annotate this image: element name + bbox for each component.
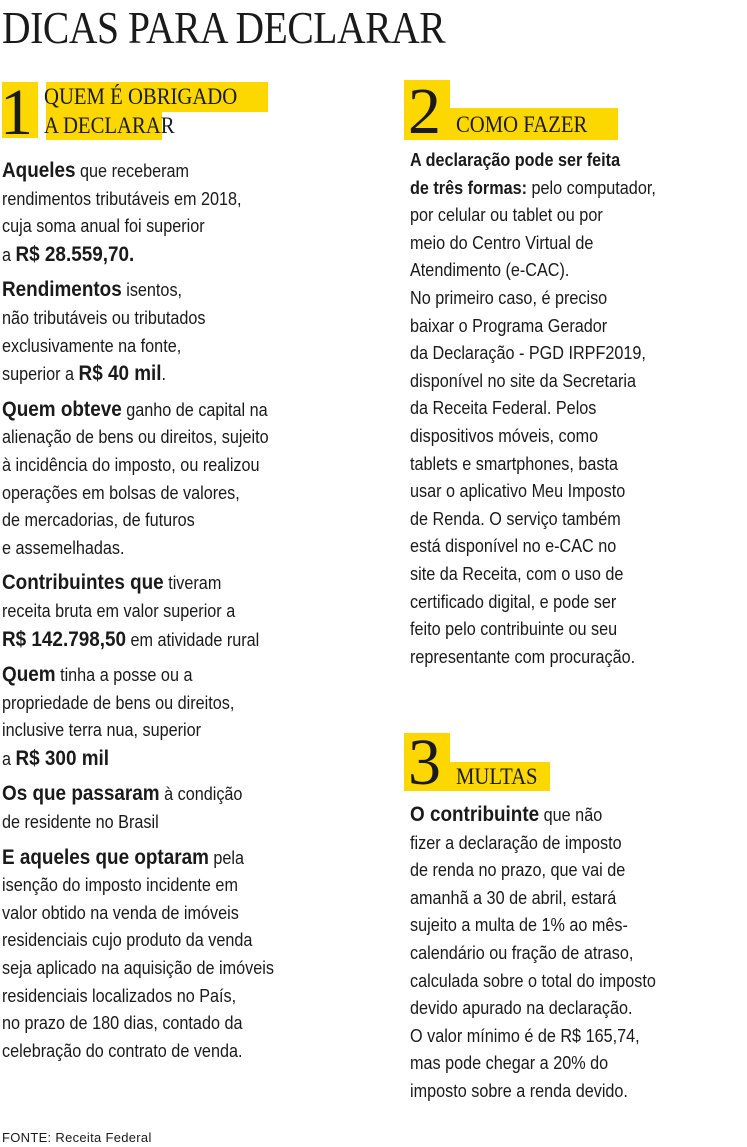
section-3-body	[410, 801, 656, 1106]
item-line: à condição	[159, 784, 243, 805]
section-2-line: da Declaração - PGD IRPF2019,	[410, 343, 646, 364]
section-2-line: pelo computador,	[527, 177, 656, 198]
item-line: tinha a posse ou a	[55, 665, 193, 686]
item-tail: em atividade rural	[126, 629, 260, 650]
section-3-line: calendário ou fração de atraso,	[410, 942, 634, 963]
item-lead: Quem obteve	[2, 397, 122, 421]
item-line: seja aplicado na aquisição de imóveis	[2, 958, 274, 979]
item-lead: Os que passaram	[2, 782, 160, 806]
section-2-body	[410, 147, 656, 671]
section-3-line: fizer a declaração de imposto	[410, 832, 622, 853]
section-2-line: meio do Centro Virtual de	[410, 232, 594, 253]
source-credit: FONTE: Receita Federal	[2, 1130, 152, 1145]
item-line: rendimentos tributáveis em 2018,	[2, 188, 242, 209]
section-3-line: que não	[539, 805, 603, 825]
item-e-aqueles	[2, 844, 274, 1066]
section-2-line: No primeiro caso, é preciso	[410, 287, 608, 308]
section-2-title: COMO FAZER	[456, 112, 588, 137]
section-3-line: devido apurado na declaração.	[410, 998, 633, 1019]
section-2-line: baixar o Programa Gerador	[410, 315, 608, 336]
section-2-line: disponível no site da Secretaria	[410, 370, 637, 391]
item-line: não tributáveis ou tributados	[2, 307, 206, 328]
item-value: R$ 300 mil	[15, 746, 110, 770]
section-2-line: está disponível no e-CAC no	[410, 536, 617, 557]
item-lead: Contribuintes que	[2, 571, 164, 595]
item-os-que-passaram	[2, 780, 274, 836]
section-3-line: amanhã a 30 de abril, estará	[410, 887, 617, 908]
item-line: propriedade de bens ou direitos,	[2, 692, 235, 713]
item-lead: E aqueles que optaram	[2, 845, 209, 869]
section-2-line: representante com procuração.	[410, 646, 636, 667]
section-2-line: tablets e smartphones, basta	[410, 453, 619, 474]
section-2-bold-line: de três formas:	[410, 177, 528, 198]
item-line: cuja soma anual foi superior	[2, 216, 205, 237]
section-1-number: 1	[0, 76, 33, 149]
item-aqueles	[2, 157, 274, 269]
item-contribuintes	[2, 569, 274, 654]
section-3-line: O valor mínimo é de R$ 165,74,	[410, 1025, 640, 1046]
item-line: no prazo de 180 dias, contado da	[2, 1013, 243, 1034]
item-line: pela	[208, 847, 245, 868]
section-3-lead: O contribuinte	[410, 803, 540, 826]
item-lead: Quem	[2, 663, 56, 687]
item-line: a	[2, 244, 16, 265]
item-value: R$ 28.559,70.	[15, 242, 135, 266]
item-line: de residente no Brasil	[2, 812, 159, 833]
item-line: isenção do imposto incidente em	[2, 875, 238, 896]
item-line: isentos,	[121, 280, 183, 301]
item-line: e assemelhadas.	[2, 537, 125, 558]
section-3-line: calculada sobre o total do imposto	[410, 970, 656, 991]
item-quem-posse	[2, 661, 274, 773]
item-line: a	[2, 748, 16, 769]
section-3-title: MULTAS	[456, 764, 538, 789]
section-2-line: dispositivos móveis, como	[410, 425, 599, 446]
item-lead: Rendimentos	[2, 278, 122, 302]
item-tail: .	[161, 364, 167, 385]
section-2-line: site da Receita, com o uso de	[410, 563, 624, 584]
item-quem-obteve	[2, 396, 274, 563]
section-3-line: de renda no prazo, que vai de	[410, 860, 626, 881]
section-3-number: 3	[408, 726, 441, 799]
section-3-line: mas pode chegar a 20% do	[410, 1053, 609, 1074]
item-line: que receberam	[75, 161, 190, 181]
item-value: R$ 40 mil	[78, 362, 162, 386]
item-value: R$ 142.798,50	[2, 627, 127, 651]
section-2-line: da Receita Federal. Pelos	[410, 398, 597, 419]
section-2-line: por celular ou tablet ou por	[410, 205, 603, 226]
section-3-line: sujeito a multa de 1% ao mês-	[410, 915, 628, 936]
section-2-bold-line: A declaração pode ser feita	[410, 150, 621, 170]
item-line: de mercadorias, de futuros	[2, 510, 195, 531]
section-1-body	[2, 157, 274, 1072]
section-2-line: usar o aplicativo Meu Imposto	[410, 481, 626, 502]
item-lead: Aqueles	[2, 159, 76, 182]
item-line: superior a	[2, 364, 79, 385]
page-title: DICAS PARA DECLARAR	[2, 2, 446, 53]
item-line: alienação de bens ou direitos, sujeito	[2, 427, 269, 448]
item-line: ganho de capital na	[121, 399, 268, 420]
item-line: tiveram	[163, 573, 222, 594]
section-2-line: feito pelo contribuinte ou seu	[410, 619, 618, 640]
section-3-line: imposto sobre a renda devido.	[410, 1080, 628, 1101]
item-line: receita bruta em valor superior a	[2, 600, 236, 621]
item-line: exclusivamente na fonte,	[2, 335, 182, 356]
section-2-number: 2	[408, 75, 441, 148]
section-1-title-line-2: A DECLARAR	[44, 113, 175, 138]
item-line: celebração do contrato de venda.	[2, 1040, 243, 1061]
item-line: residenciais localizados no País,	[2, 985, 237, 1006]
item-rendimentos	[2, 276, 274, 388]
item-line: valor obtido na venda de imóveis	[2, 902, 239, 923]
item-line: à incidência do imposto, ou realizou	[2, 454, 260, 475]
item-line: inclusive terra nua, superior	[2, 720, 201, 741]
section-2-line: Atendimento (e-CAC).	[410, 260, 570, 281]
section-1-title-line-1: QUEM É OBRIGADO	[44, 84, 238, 109]
section-2-line: de Renda. O serviço também	[410, 508, 621, 529]
section-2-line: certificado digital, e pode ser	[410, 591, 617, 612]
item-line: operações em bolsas de valores,	[2, 482, 240, 503]
item-line: residenciais cujo produto da venda	[2, 930, 253, 951]
